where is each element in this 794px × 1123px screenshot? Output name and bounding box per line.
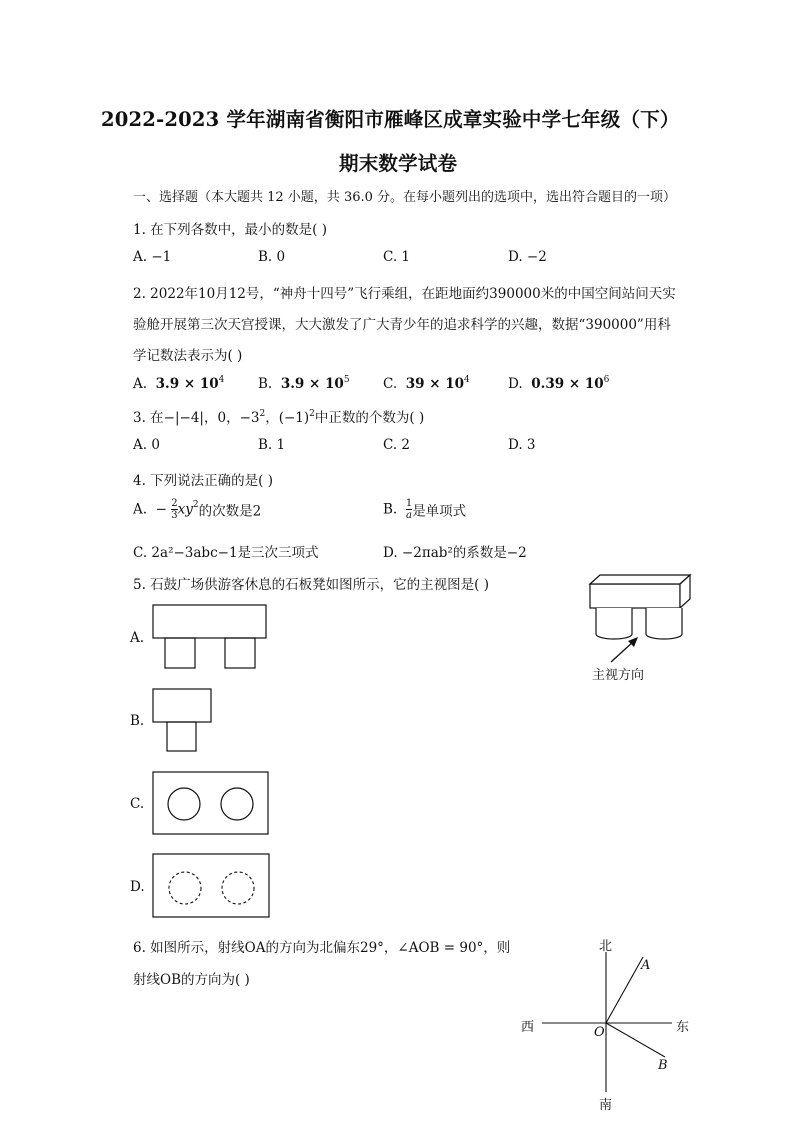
q2-option-d: D. $0.39 \times 10^6$: [508, 375, 610, 392]
q4-option-a: A. − $\frac{2}{3}$ $xy^2$的次数是2: [133, 498, 262, 521]
q1-option-b: B. 0: [258, 249, 286, 265]
question-2-stem-line1: 2. 2022年10月12号，“神舟十四号”飞行乘组，在距地面约390000米的中国空间站问天实: [133, 286, 676, 302]
question-5-stem: 5. 石鼓广场供游客休息的石板凳如图所示，它的主视图是( ): [133, 577, 489, 593]
compass-south-label: 南: [599, 1098, 613, 1113]
q5-option-b-figure: [152, 688, 214, 754]
view-direction-arrow: [605, 636, 645, 666]
q3-option-d: D. 3: [508, 437, 536, 453]
q5-option-c-label: C.: [130, 796, 145, 812]
q5-option-b-label: B.: [130, 713, 145, 729]
q2-option-c: C. $39 \times 10^4$: [383, 375, 470, 392]
ray-b-label: B: [658, 1058, 668, 1073]
compass-north-label: 北: [599, 939, 613, 954]
compass-figure: [520, 932, 700, 1112]
q5-option-d-label: D.: [130, 879, 145, 895]
q5-option-a-label: A.: [130, 630, 145, 646]
q4-option-c: C. 2a²−3abc−1是三次三项式: [133, 545, 319, 561]
q1-option-c: C. 1: [383, 249, 411, 265]
q4-option-b: B. $\frac{1}{a}$ 是单项式: [383, 498, 467, 521]
view-direction-caption: 主视方向: [592, 668, 645, 683]
q3-option-a: A. 0: [133, 437, 160, 453]
question-2-stem-line2: 验舱开展第三次天宫授课，大大激发了广大青少年的追求科学的兴趣，数据“390000”用科: [133, 317, 671, 333]
question-3-stem: 3. 在−|−4|，0，$-3^2$，$(-1)^2$中正数的个数为( ): [133, 409, 425, 426]
q3-option-b: B. 1: [258, 437, 286, 453]
ray-a-label: A: [641, 958, 651, 973]
compass-west-label: 西: [521, 1020, 535, 1035]
q3-option-c: C. 2: [383, 437, 411, 453]
question-2-stem-line3: 学记数法表示为( ): [133, 348, 243, 364]
q5-option-a-figure: [152, 604, 270, 670]
question-1-stem: 1. 在下列各数中，最小的数是( ): [133, 222, 327, 238]
section-heading: 一、选择题（本大题共 12 小题，共 36.0 分。在每小题列出的选项中，选出符合题目的一项）: [133, 190, 677, 205]
page-title: 2022-2023 学年湖南省衡阳市雁峰区成章实验中学七年级（下）: [101, 108, 680, 131]
q1-option-d: D. −2: [508, 249, 547, 265]
q4-option-d: D. −2πab²的系数是−2: [383, 545, 527, 561]
question-6-stem-line2: 射线OB的方向为( ): [133, 972, 250, 988]
q2-option-a: A. $3.9 \times 10^4$: [133, 375, 225, 392]
q5-option-d-figure: [152, 853, 272, 919]
q2-option-b: B. $3.9 \times 10^5$: [258, 375, 350, 392]
question-4-stem: 4. 下列说法正确的是( ): [133, 473, 273, 489]
question-6-stem-line1: 6. 如图所示，射线OA的方向为北偏东29°，∠AOB = 90°，则: [133, 940, 511, 956]
compass-east-label: 东: [676, 1020, 690, 1035]
q1-option-a: A. −1: [133, 249, 172, 265]
compass-origin-label: O: [594, 1025, 605, 1040]
q5-option-c-figure: [152, 771, 270, 837]
page-subtitle: 期末数学试卷: [339, 152, 458, 175]
